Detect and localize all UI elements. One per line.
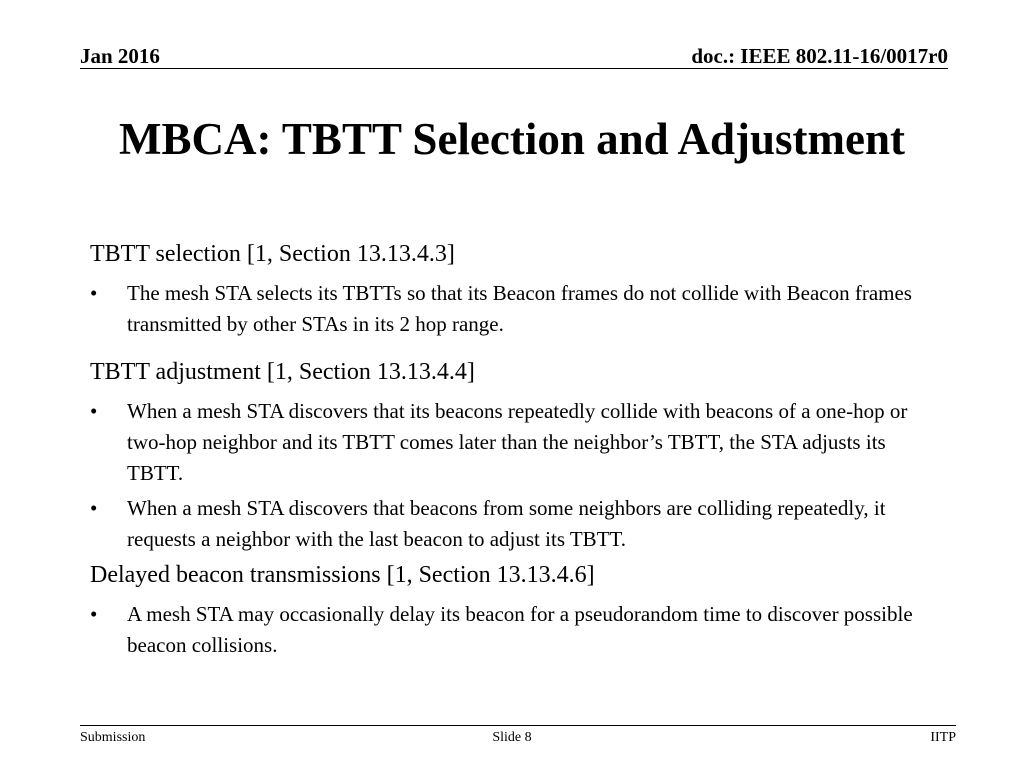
footer-submission: Submission <box>80 730 146 745</box>
header-date: Jan 2016 <box>80 44 160 68</box>
bullet-item <box>90 278 940 340</box>
section-heading: Delayed beacon transmissions [1, Section 13.13.4.6] <box>90 562 595 588</box>
header-divider <box>80 68 948 69</box>
bullet-list <box>90 599 940 661</box>
footer-org: IITP <box>930 730 956 745</box>
section-tbtt-selection <box>90 238 940 340</box>
bullet-text: The mesh STA selects its TBTTs so that its Beacon frames do not collide with Beacon frames transmitted by other STAs in its 2 hop range. <box>127 281 912 336</box>
bullet-text: When a mesh STA discovers that its beacons repeatedly collide with beacons of a one-hop or two-hop neighbor and its TBTT comes later than the neighbor’s TBTT, the STA adjusts its TBTT. <box>127 399 908 485</box>
slide-body <box>90 238 940 665</box>
footer-divider <box>80 725 956 726</box>
bullet-text: When a mesh STA discovers that beacons from some neighbors are colliding repeatedly, it requests a neighbor with the last beacon to adjust its TBTT. <box>127 496 886 551</box>
footer-slide-number: Slide 8 <box>492 730 532 745</box>
bullet-icon: • <box>90 281 98 305</box>
bullet-item <box>90 599 940 661</box>
bullet-item <box>90 493 940 555</box>
bullet-icon: • <box>90 496 98 520</box>
section-delayed-beacon <box>90 559 940 661</box>
header-doc-id: doc.: IEEE 802.11-16/0017r0 <box>691 44 948 68</box>
bullet-icon: • <box>90 602 98 626</box>
section-heading: TBTT selection [1, Section 13.13.4.3] <box>90 241 455 267</box>
bullet-list <box>90 396 940 555</box>
section-heading: TBTT adjustment [1, Section 13.13.4.4] <box>90 359 475 385</box>
section-tbtt-adjustment <box>90 356 940 555</box>
bullet-text: A mesh STA may occasionally delay its beacon for a pseudorandom time to discover possible beacon collisions. <box>127 602 913 657</box>
bullet-icon: • <box>90 399 98 423</box>
bullet-item <box>90 396 940 489</box>
bullet-list <box>90 278 940 340</box>
slide-title: MBCA: TBTT Selection and Adjustment <box>119 114 905 164</box>
